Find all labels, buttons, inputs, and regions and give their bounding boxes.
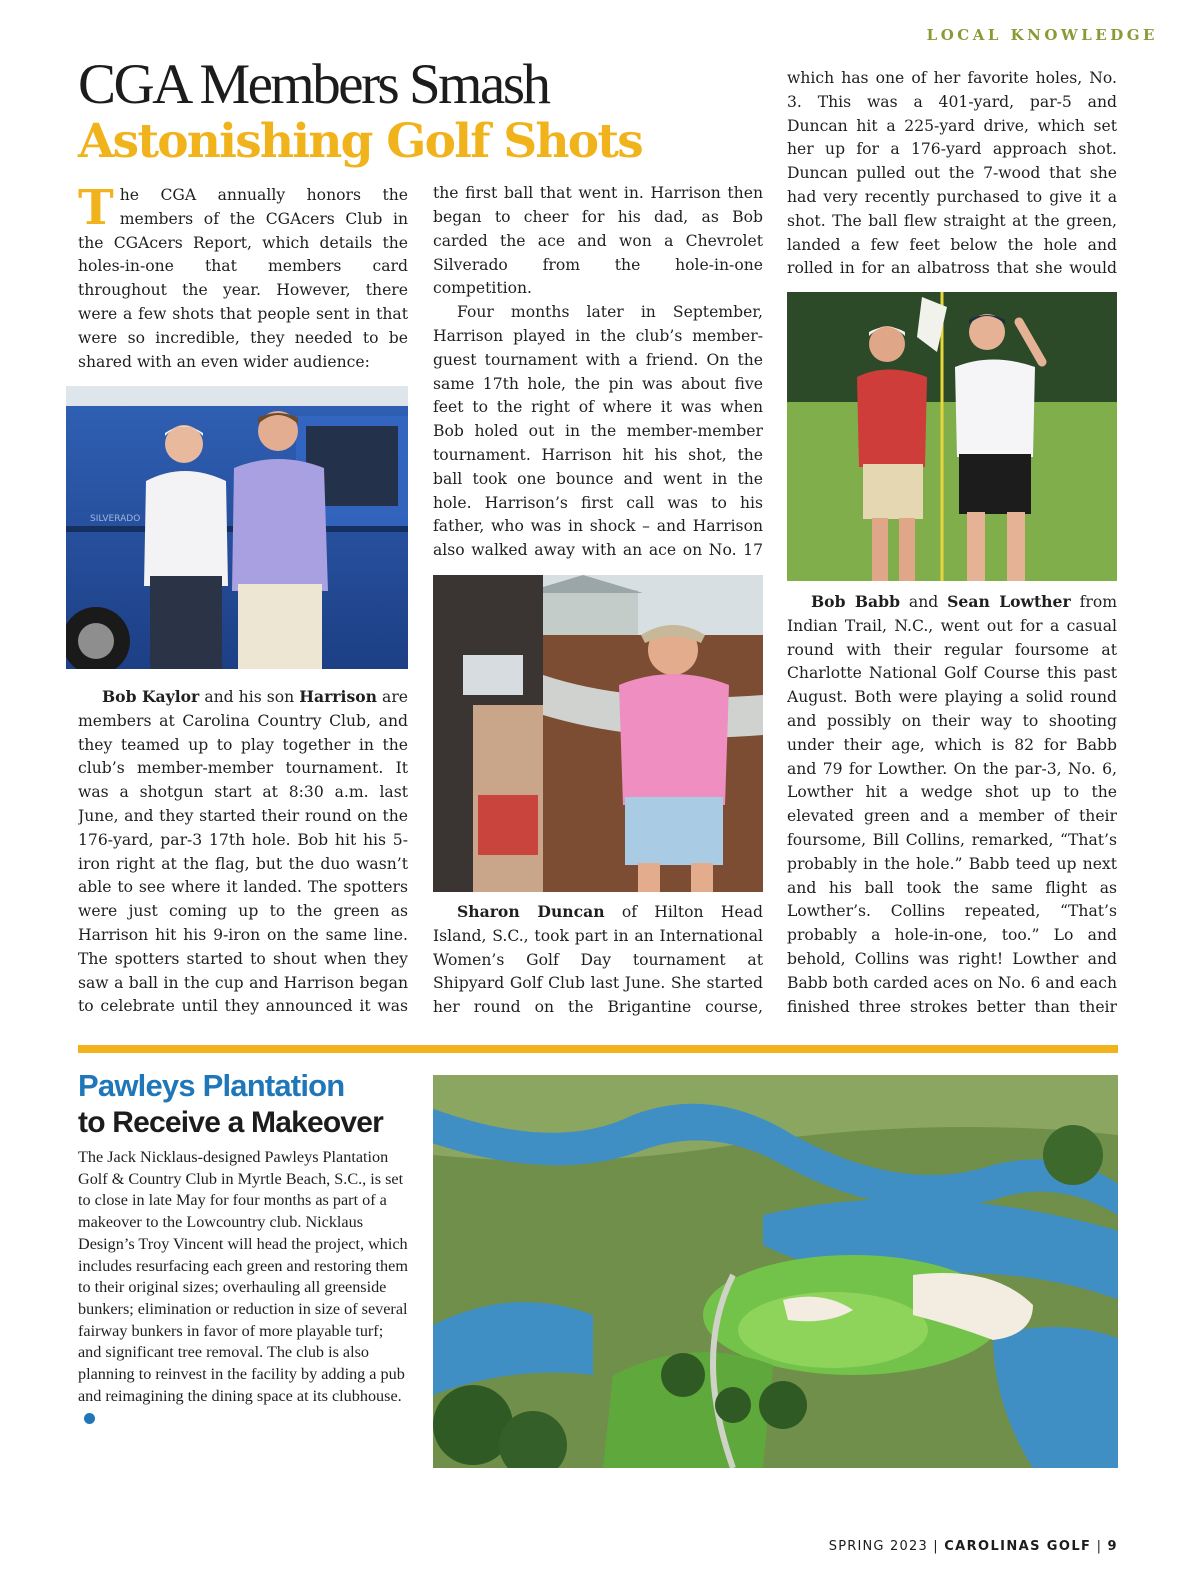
duncan-text: of Hilton Head Island, S.C., took part in an International Women’s Golf Day tournament at Shipyard Golf Club last June. She started her round on the Brigantine course, xyxy=(433,903,763,1017)
sidebar-title-line1: Pawleys Plantation xyxy=(78,1068,345,1103)
photo-aerial-course xyxy=(433,1075,1118,1468)
kaylor-story-col2: the first ball that went in. Harrison then began to cheer for his dad, as Bob carded the ace and won a Chevrolet Silverado from the hole-in-one competition. Four months later in September, Harrison played in the club’s member-guest tournament with a friend. On the same 17th hole, the pin was about five feet to the right of where it was when Bob holed out in the member-member tournament. Harrison hit his shot, the ball took one bounce and went in the hole. Harrison’s first call was to his father, who was in shock – and Harrison also walked away with an ace on No. 17 xyxy=(433,184,763,566)
photo-kaylor xyxy=(66,386,408,669)
footer-page-number: 9 xyxy=(1107,1539,1118,1554)
footer-magazine: CAROLINAS GOLF xyxy=(944,1539,1092,1554)
kaylor-paragraph-2: Four months later in September, Harrison played in the club’s member-guest tournament with a friend. On the same 17th hole, the pin was about five feet to the right of where it was when Bob holed out in the member-member tournament. Harrison hit his shot, the ball took one bounce and went in the hole. Harrison’s first call was to his father, who was in shock – and Harrison also walked away with an ace on No. 17 xyxy=(433,303,763,560)
kaylor-photo-illustration xyxy=(66,386,408,669)
name-sharon-duncan: Sharon Duncan xyxy=(457,902,605,921)
kaylor-text: are members at Carolina Country Club, and they teamed up to play together in the club’s member-member tournament. It was a shotgun start at 8:30 a.m. last June, and they started their round on the 176-yard, par-3 17th hole. Bob hit his 5-iron right at the flag, but the duo wasn’t able to see where it landed. The spotters were just coming up to the green as Harrison hit his 9-iron on the same line. The spotters started to shout when they saw a ball in the cup and Harrison began to celebrate until they announced it was xyxy=(78,688,408,1016)
duncan-story-col3: which has one of her favorite holes, No. 3. This was a 401-yard, par-5 and Duncan hit a 225-yard drive, which set her up for a 176-yard approach shot. Duncan pulled out the 7-wood that she had very recently purchased to give it a shot. The ball flew straight at the green, landed a few feet below the hole and rolled in for an albatross that she would xyxy=(787,68,1117,278)
sidebar-body-text: The Jack Nicklaus-designed Pawleys Plantation Golf & Country Club in Myrtle Beach, S.C., is set to close in late May for four months as part of a makeover to the Lowcountry club. Nicklaus Design’s Troy Vincent will head the project, which includes resurfacing each green and restoring them to their original sizes; overhauling all greenside bunkers; elimination or reduction in size of several fairway bunkers in favor of more playable turf; and significant tree removal. The club is also planning to reinvest in the facility by adding a pub and reimagining the dining space at its clubhouse. xyxy=(78,1148,408,1405)
babb-text: from Indian Trail, N.C., went out for a casual round with their regular foursome at Charlotte National Golf Course this past August. Both were playing a solid round and possibly on their way to shooting under their age, which is 82 for Babb and 79 for Lowther. On the par-3, No. 6, Lowther hit a wedge shot up to the elevated green and a member of their foursome, Bill Collins, remarked, “That’s probably in the hole.” Babb teed up next and his ball took the same flight as Lowther’s. Collins repeated, “That’s probably a hole-in-one, too.” Lo and behold, Collins was right! Lowther and Babb both carded aces on No. 6 and each finished three strokes better than their xyxy=(787,593,1117,1016)
duncan-story-col2 xyxy=(433,900,763,1021)
kaylor-story-col1: Bob Kaylor and his son Harrison are members at Carolina Country Club, and they teamed up to play together in the club’s member-member tournament. It was a shotgun start at 8:30 a.m. last June, and they started their round on the 176-yard, par-3 17th hole. Bob hit his 5-iron right at the flag, but the duo wasn’t able to see where it landed. The spotters were just coming up to the green as Harrison hit his 9-iron on the same line. The spotters started to shout when they saw a ball in the cup and Harrison began to celebrate until they announced it was xyxy=(78,685,408,1021)
article-title-line2: Astonishing Golf Shots xyxy=(78,114,642,169)
svg-text:SILVERADO: SILVERADO xyxy=(90,514,141,524)
footer-issue: SPRING 2023 xyxy=(828,1539,928,1554)
section-label: LOCAL KNOWLEDGE xyxy=(926,26,1158,44)
end-bullet-blue xyxy=(84,1413,95,1424)
sidebar-title-line2: to Receive a Makeover xyxy=(78,1106,384,1139)
duncan-photo-illustration xyxy=(433,575,763,892)
babb-photo-illustration xyxy=(787,292,1117,581)
sidebar-body xyxy=(78,1147,408,1429)
aerial-photo-illustration xyxy=(433,1075,1118,1468)
section-divider xyxy=(78,1045,1118,1053)
intro-paragraph xyxy=(78,184,408,376)
article-title-line1: CGA Members Smash xyxy=(78,53,549,116)
babb-story-col3: Bob Babb and Sean Lowther from Indian Trail, N.C., went out for a casual round with their regular foursome at Charlotte National Golf Course this past August. Both were playing a solid round and possibly on their way to shooting under their age, which is 82 for Babb and 79 for Lowther. On the par-3, No. 6, Lowther hit a wedge shot up to the elevated green and a member of their foursome, Bill Collins, remarked, “That’s probably in the hole.” Babb teed up next and his ball took the same flight as Lowther’s. Collins repeated, “That’s probably a hole-in-one, too.” Lo and behold, Collins was right! Lowther and Babb both carded aces on No. 6 and each finished three strokes better than their xyxy=(787,590,1117,1022)
photo-babb-lowther xyxy=(787,292,1117,581)
dropcap: T xyxy=(78,184,114,236)
name-sean-lowther: Sean Lowther xyxy=(947,592,1071,611)
page-footer: SPRING 2023 | CAROLINAS GOLF | 9 xyxy=(828,1539,1118,1554)
photo-duncan xyxy=(433,575,763,892)
name-bob-babb: Bob Babb xyxy=(811,592,900,611)
intro-text: he CGA annually honors the members of the CGAcers Club in the CGAcers Report, which details the holes-in-one that members card throughout the year. However, there were a few shots that people sent in that were so incredible, they needed to be shared with an even wider audience: xyxy=(78,186,408,371)
name-harrison: Harrison xyxy=(299,687,377,706)
name-bob-kaylor: Bob Kaylor xyxy=(102,687,200,706)
